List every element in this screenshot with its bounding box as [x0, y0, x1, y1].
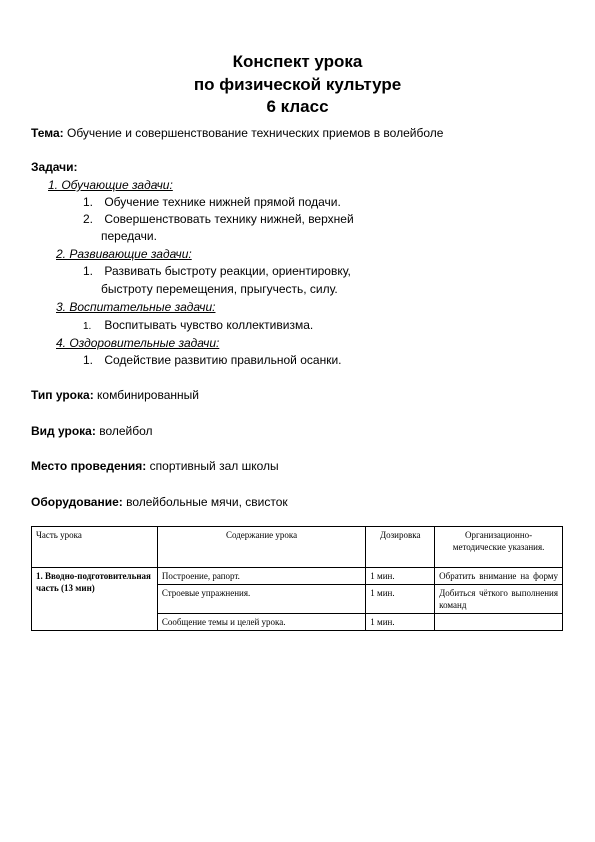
- task-item: [83, 318, 313, 334]
- table-header-row: [32, 527, 563, 568]
- venue-line: [31, 459, 279, 473]
- table-row: [32, 568, 563, 585]
- task-item-number: 1.: [83, 264, 94, 278]
- lesson-type-label: Тип урока:: [31, 388, 94, 402]
- task-item-number: 1.: [83, 195, 94, 209]
- task-group-heading: 1. Обучающие задачи:: [48, 178, 173, 192]
- theme-label: Тема:: [31, 126, 64, 140]
- task-item: [83, 353, 341, 367]
- header-notes: Организационно-методические указания.: [435, 527, 563, 568]
- task-item-number: 1.: [83, 353, 94, 367]
- lesson-kind-line: [31, 424, 153, 438]
- task-item-number: 1.: [83, 321, 92, 332]
- task-item-text: Содействие развитию правильной осанки.: [104, 353, 342, 367]
- task-item-text: Воспитывать чувство коллективизма.: [104, 318, 314, 332]
- header-content: Содержание урока: [157, 527, 365, 568]
- dose-cell: 1 мин.: [366, 614, 435, 631]
- venue-label: Место проведения:: [31, 459, 147, 473]
- task-item: [83, 212, 354, 226]
- task-item-text: Обучение технике нижней прямой подачи.: [104, 195, 341, 209]
- tasks-label: Задачи:: [31, 160, 78, 174]
- task-item-number: 2.: [83, 212, 94, 226]
- content-cell: Построение, рапорт.: [157, 568, 365, 585]
- lesson-kind-value: волейбол: [99, 424, 153, 438]
- content-cell: Сообщение темы и целей урока.: [157, 614, 365, 631]
- task-group-heading: 3. Воспитательные задачи:: [56, 300, 216, 314]
- task-item-continuation: быстроту перемещения, прыгучесть, силу.: [101, 282, 338, 296]
- dose-cell: 1 мин.: [366, 585, 435, 614]
- task-item: [83, 264, 351, 278]
- task-item-continuation: передачи.: [101, 229, 157, 243]
- lesson-kind-label: Вид урока:: [31, 424, 96, 438]
- theme-line: [31, 126, 443, 140]
- task-item-text: Развивать быстроту реакции, ориентировку,: [104, 264, 351, 278]
- task-item: [83, 195, 341, 209]
- lesson-table: [31, 526, 563, 631]
- title-line-3: 6 класс: [266, 97, 329, 116]
- equipment-label: Оборудование:: [31, 495, 123, 509]
- title-line-1: Конспект урока: [232, 52, 363, 71]
- task-group-heading: 4. Оздоровительные задачи:: [56, 336, 220, 350]
- venue-value: спортивный зал школы: [149, 459, 279, 473]
- theme-value: Обучение и совершенствование технических приемов в волейболе: [66, 126, 444, 140]
- dose-cell: 1 мин.: [366, 568, 435, 585]
- task-item-text: Совершенствовать технику нижней, верхней: [104, 212, 354, 226]
- header-part: Часть урока: [32, 527, 158, 568]
- lesson-part-cell: 1. Вводно-подготовительная часть (13 мин): [32, 568, 158, 631]
- lesson-type-line: [31, 388, 199, 402]
- task-group-heading: 2. Развивающие задачи:: [56, 247, 192, 261]
- title-line-2: по физической культуре: [193, 75, 402, 94]
- lesson-type-value: комбинированный: [97, 388, 199, 402]
- equipment-line: [31, 495, 288, 509]
- note-cell: [435, 614, 563, 631]
- equipment-value: волейбольные мячи, свисток: [126, 495, 288, 509]
- content-cell: Строевые упражнения.: [157, 585, 365, 614]
- header-dose: Дозировка: [366, 527, 435, 568]
- note-cell: Добиться чёткого выполнения команд: [435, 585, 563, 614]
- note-cell: Обратить внимание на форму: [435, 568, 563, 585]
